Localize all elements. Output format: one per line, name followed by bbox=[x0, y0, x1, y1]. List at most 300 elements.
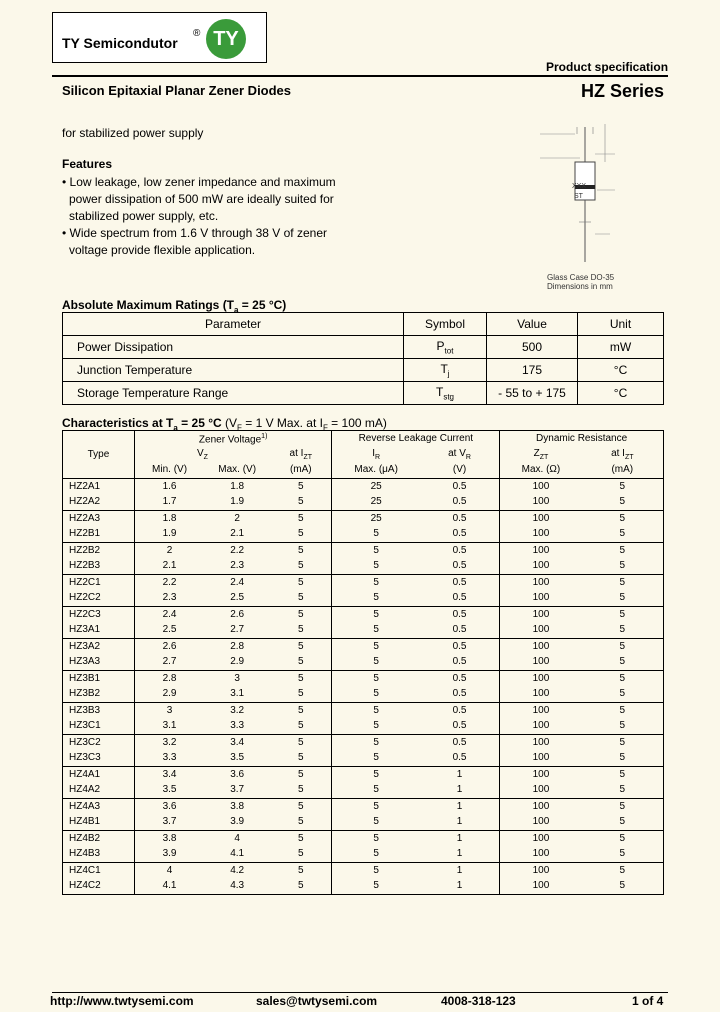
value-cell: 5 bbox=[270, 622, 332, 638]
value-cell: 100 bbox=[500, 558, 582, 574]
value-cell: 5 bbox=[582, 510, 664, 526]
amr-col-header: Parameter bbox=[63, 313, 404, 336]
value-cell: 5 bbox=[270, 654, 332, 670]
type-cell: HZ4B2 bbox=[63, 830, 135, 846]
amr-unit: °C bbox=[578, 382, 664, 405]
value-cell: 5 bbox=[270, 846, 332, 862]
sym-zzt: $Z_{ZT}$ bbox=[533, 447, 549, 461]
feature-line: • Wide spectrum from 1.6 V through 38 V of zener bbox=[62, 226, 327, 240]
value-cell: 2.2 bbox=[162, 576, 177, 588]
table-row bbox=[63, 654, 664, 670]
sym-at-izt2: at $I_{ZT}$ bbox=[582, 447, 664, 463]
type-cell: HZ3A1 bbox=[63, 622, 135, 638]
type-cell: HZ4B1 bbox=[63, 814, 135, 830]
brand-logo-icon: TY bbox=[206, 19, 246, 59]
value-cell: 3.9 bbox=[134, 846, 204, 862]
value-cell: 3 bbox=[166, 704, 173, 716]
value-cell: 5 bbox=[373, 576, 379, 588]
table-row bbox=[63, 750, 664, 766]
amr-symbol: $T_j$ bbox=[404, 359, 487, 382]
value-cell: 100 bbox=[532, 768, 550, 780]
value-cell: 5 bbox=[582, 830, 664, 846]
amr-symbol: $T_{stg}$ bbox=[404, 382, 487, 405]
value-cell: 3.7 bbox=[134, 814, 204, 830]
value-cell: 1.9 bbox=[204, 494, 270, 510]
value-cell: 5 bbox=[582, 622, 664, 638]
table-row bbox=[63, 766, 664, 782]
type-cell: HZ3A3 bbox=[63, 654, 135, 670]
value-cell: 5 bbox=[332, 846, 420, 862]
amr-header-row bbox=[63, 313, 664, 336]
value-cell: 5 bbox=[373, 768, 379, 780]
value-cell: 5 bbox=[270, 574, 332, 590]
value-cell: 25 bbox=[370, 512, 382, 524]
value-cell: 5 bbox=[270, 606, 332, 622]
value-cell: 0.5 bbox=[420, 670, 500, 686]
value-cell: 25 bbox=[332, 494, 420, 510]
table-row bbox=[63, 670, 664, 686]
value-cell: 3.4 bbox=[230, 736, 245, 748]
value-cell: 0.5 bbox=[420, 494, 500, 510]
value-cell: 100 bbox=[500, 494, 582, 510]
table-row bbox=[63, 638, 664, 654]
value-cell: 2.3 bbox=[204, 558, 270, 574]
value-cell: 3.7 bbox=[204, 782, 270, 798]
feature-line: power dissipation of 500 mW are ideally suited for bbox=[69, 192, 334, 206]
value-cell: 2.5 bbox=[204, 590, 270, 606]
sym-ir: $I_R$ bbox=[372, 447, 381, 461]
char-body bbox=[63, 478, 664, 894]
marking-code: XXX bbox=[572, 183, 587, 190]
value-cell: 2.1 bbox=[134, 558, 204, 574]
value-cell: 2.9 bbox=[204, 654, 270, 670]
type-cell: HZ4A3 bbox=[63, 798, 135, 814]
table-row bbox=[63, 510, 664, 526]
value-cell: 0.5 bbox=[420, 702, 500, 718]
value-cell: 5 bbox=[270, 526, 332, 542]
value-cell: 5 bbox=[373, 608, 379, 620]
footer-page: 1 of 4 bbox=[632, 994, 664, 1008]
value-cell: 2.8 bbox=[230, 640, 245, 652]
value-cell: 1.9 bbox=[134, 526, 204, 542]
char-table bbox=[62, 430, 664, 895]
value-cell: 4 bbox=[166, 864, 173, 876]
value-cell: 0.5 bbox=[420, 558, 500, 574]
value-cell: 5 bbox=[270, 702, 332, 718]
value-cell: 5 bbox=[332, 750, 420, 766]
value-cell: 5 bbox=[582, 590, 664, 606]
value-cell: 5 bbox=[270, 638, 332, 654]
value-cell: 0.5 bbox=[420, 622, 500, 638]
value-cell: 5 bbox=[373, 800, 379, 812]
sym-at-izt: at $I_{ZT}$ bbox=[270, 447, 332, 463]
series-title: HZ Series bbox=[581, 81, 665, 101]
value-cell: 5 bbox=[373, 736, 379, 748]
type-cell: HZ3A2 bbox=[63, 638, 135, 654]
value-cell: 5 bbox=[582, 862, 664, 878]
sym-at-vr: at $V_R$ bbox=[420, 447, 500, 463]
value-cell: 5 bbox=[332, 878, 420, 894]
value-cell: 0.5 bbox=[420, 654, 500, 670]
value-cell: 3.5 bbox=[134, 782, 204, 798]
value-cell: 2.7 bbox=[204, 622, 270, 638]
value-cell: 5 bbox=[270, 750, 332, 766]
value-cell: 5 bbox=[332, 814, 420, 830]
value-cell: 5 bbox=[582, 814, 664, 830]
value-cell: 1 bbox=[420, 782, 500, 798]
value-cell: 5 bbox=[582, 574, 664, 590]
value-cell: 5 bbox=[270, 542, 332, 558]
value-cell: 5 bbox=[270, 798, 332, 814]
table-row bbox=[63, 686, 664, 702]
value-cell: 5 bbox=[270, 510, 332, 526]
value-cell: 0.5 bbox=[420, 606, 500, 622]
value-cell: 100 bbox=[500, 622, 582, 638]
value-cell: 0.5 bbox=[420, 686, 500, 702]
amr-symbol: $P_{tot}$ bbox=[404, 336, 487, 359]
value-cell: 100 bbox=[500, 590, 582, 606]
value-cell: 100 bbox=[500, 526, 582, 542]
value-cell: 2.9 bbox=[134, 686, 204, 702]
value-cell: 5 bbox=[582, 878, 664, 894]
amr-row bbox=[63, 336, 664, 359]
amr-param: Junction Temperature bbox=[63, 359, 404, 382]
value-cell: 5 bbox=[582, 718, 664, 734]
amr-value: - 55 to + 175 bbox=[487, 382, 578, 405]
value-cell: 1 bbox=[420, 862, 500, 878]
table-row bbox=[63, 526, 664, 542]
amr-param: Power Dissipation bbox=[63, 336, 404, 359]
type-cell: HZ3C3 bbox=[63, 750, 135, 766]
amr-value: 175 bbox=[487, 359, 578, 382]
value-cell: 5 bbox=[582, 846, 664, 862]
table-row bbox=[63, 798, 664, 814]
value-cell: 100 bbox=[532, 704, 550, 716]
type-cell: HZ2B2 bbox=[63, 542, 135, 558]
amr-row bbox=[63, 382, 664, 405]
table-row bbox=[63, 734, 664, 750]
value-cell: 5 bbox=[270, 686, 332, 702]
value-cell: 2.1 bbox=[204, 526, 270, 542]
unit-ma: (mA) bbox=[270, 462, 332, 478]
value-cell: 100 bbox=[532, 800, 550, 812]
value-cell: 5 bbox=[582, 654, 664, 670]
col-dynamic-resistance: Dynamic Resistance bbox=[500, 431, 664, 447]
value-cell: 3.3 bbox=[134, 750, 204, 766]
value-cell: 1 bbox=[420, 814, 500, 830]
value-cell: 2 bbox=[234, 512, 240, 524]
value-cell: 3.8 bbox=[162, 832, 177, 844]
col-zener-voltage: Zener Voltage$^{1)}$ bbox=[134, 431, 332, 447]
value-cell: 5 bbox=[373, 544, 379, 556]
value-cell: 1 bbox=[420, 766, 500, 782]
value-cell: 2.3 bbox=[134, 590, 204, 606]
value-cell: 4.1 bbox=[204, 846, 270, 862]
value-cell: 100 bbox=[532, 512, 550, 524]
col-leakage: Reverse Leakage Current bbox=[332, 431, 500, 447]
type-cell: HZ3C1 bbox=[63, 718, 135, 734]
amr-table bbox=[62, 312, 664, 405]
value-cell: 5 bbox=[582, 494, 664, 510]
table-row bbox=[63, 878, 664, 894]
value-cell: 5 bbox=[332, 782, 420, 798]
value-cell: 5 bbox=[582, 750, 664, 766]
value-cell: 5 bbox=[582, 702, 664, 718]
value-cell: 0.5 bbox=[420, 638, 500, 654]
value-cell: 5 bbox=[373, 640, 379, 652]
feature-line: stabilized power supply, etc. bbox=[69, 209, 219, 223]
value-cell: 3.2 bbox=[162, 736, 177, 748]
table-row bbox=[63, 542, 664, 558]
value-cell: 5 bbox=[270, 830, 332, 846]
value-cell: 5 bbox=[582, 558, 664, 574]
type-cell: HZ4A1 bbox=[63, 766, 135, 782]
value-cell: 0.5 bbox=[420, 718, 500, 734]
type-cell: HZ2B3 bbox=[63, 558, 135, 574]
package-dims: Dimensions in mm bbox=[547, 282, 613, 291]
table-row bbox=[63, 718, 664, 734]
unit-min: Min. (V) bbox=[134, 462, 204, 478]
value-cell: 3.3 bbox=[204, 718, 270, 734]
value-cell: 3.8 bbox=[230, 800, 245, 812]
value-cell: 4.3 bbox=[204, 878, 270, 894]
value-cell: 100 bbox=[500, 686, 582, 702]
type-cell: HZ3B3 bbox=[63, 702, 135, 718]
value-cell: 100 bbox=[532, 480, 550, 492]
value-cell: 1.6 bbox=[162, 480, 177, 492]
value-cell: 3.6 bbox=[230, 768, 245, 780]
footer-email[interactable]: sales@twtysemi.com bbox=[256, 994, 378, 1008]
amr-col-header: Value bbox=[487, 313, 578, 336]
amr-title: Absolute Maximum Ratings ($T_a = 25$ °C) bbox=[62, 298, 287, 315]
table-row bbox=[63, 558, 664, 574]
value-cell: 0.5 bbox=[420, 542, 500, 558]
value-cell: 2.5 bbox=[134, 622, 204, 638]
application-text: for stabilized power supply bbox=[62, 126, 204, 140]
value-cell: 5 bbox=[332, 526, 420, 542]
type-cell: HZ2B1 bbox=[63, 526, 135, 542]
value-cell: 1.7 bbox=[134, 494, 204, 510]
spec-label: Product specification bbox=[546, 60, 669, 74]
value-cell: 0.5 bbox=[420, 526, 500, 542]
type-cell: HZ2A2 bbox=[63, 494, 135, 510]
features-heading: Features bbox=[62, 157, 113, 171]
value-cell: 0.5 bbox=[420, 734, 500, 750]
table-row bbox=[63, 494, 664, 510]
value-cell: 5 bbox=[332, 654, 420, 670]
registered-mark: ® bbox=[193, 28, 201, 39]
value-cell: 100 bbox=[500, 878, 582, 894]
value-cell: 100 bbox=[532, 608, 550, 620]
value-cell: 1 bbox=[420, 830, 500, 846]
value-cell: 100 bbox=[532, 544, 550, 556]
value-cell: 2.4 bbox=[162, 608, 177, 620]
amr-value: 500 bbox=[487, 336, 578, 359]
value-cell: 3.1 bbox=[134, 718, 204, 734]
value-cell: 100 bbox=[532, 672, 550, 684]
type-cell: HZ3B1 bbox=[63, 670, 135, 686]
table-row bbox=[63, 574, 664, 590]
type-cell: HZ2C3 bbox=[63, 606, 135, 622]
value-cell: 100 bbox=[500, 846, 582, 862]
table-row bbox=[63, 606, 664, 622]
value-cell: 5 bbox=[582, 766, 664, 782]
value-cell: 5 bbox=[270, 478, 332, 494]
unit-max-ua: Max. (μA) bbox=[332, 462, 420, 478]
value-cell: 5 bbox=[270, 862, 332, 878]
value-cell: 1 bbox=[420, 878, 500, 894]
value-cell: 5 bbox=[373, 864, 379, 876]
value-cell: 4.2 bbox=[230, 864, 245, 876]
value-cell: 100 bbox=[532, 736, 550, 748]
value-cell: 4.1 bbox=[134, 878, 204, 894]
value-cell: 5 bbox=[332, 622, 420, 638]
value-cell: 5 bbox=[582, 734, 664, 750]
footer-phone: 4008-318-123 bbox=[441, 994, 516, 1008]
amr-param: Storage Temperature Range bbox=[63, 382, 404, 405]
value-cell: 2.8 bbox=[162, 672, 177, 684]
value-cell: 3 bbox=[234, 672, 240, 684]
table-row bbox=[63, 830, 664, 846]
value-cell: 5 bbox=[332, 686, 420, 702]
type-cell: HZ4C2 bbox=[63, 878, 135, 894]
value-cell: 5 bbox=[582, 782, 664, 798]
value-cell: 5 bbox=[582, 542, 664, 558]
type-cell: HZ4A2 bbox=[63, 782, 135, 798]
amr-row bbox=[63, 359, 664, 382]
value-cell: 1 bbox=[420, 846, 500, 862]
value-cell: 2.4 bbox=[230, 576, 245, 588]
value-cell: 100 bbox=[532, 576, 550, 588]
value-cell: 1 bbox=[420, 798, 500, 814]
value-cell: 0.5 bbox=[420, 510, 500, 526]
amr-unit: mW bbox=[578, 336, 664, 359]
value-cell: 2.6 bbox=[162, 640, 177, 652]
package-case: Glass Case DO-35 bbox=[547, 273, 615, 282]
type-cell: HZ4C1 bbox=[63, 862, 135, 878]
value-cell: 5 bbox=[270, 718, 332, 734]
col-type: Type bbox=[63, 431, 135, 479]
feature-line: voltage provide flexible application. bbox=[69, 243, 256, 257]
value-cell: 0.5 bbox=[420, 590, 500, 606]
value-cell: 3.6 bbox=[162, 800, 177, 812]
type-cell: HZ2C2 bbox=[63, 590, 135, 606]
unit-max-ohm: Max. (Ω) bbox=[500, 462, 582, 478]
value-cell: 100 bbox=[532, 864, 550, 876]
value-cell: 5 bbox=[270, 814, 332, 830]
marking-brand: ST bbox=[574, 193, 583, 200]
amr-col-header: Unit bbox=[578, 313, 664, 336]
value-cell: 5 bbox=[270, 558, 332, 574]
value-cell: 3.2 bbox=[230, 704, 245, 716]
value-cell: 100 bbox=[500, 814, 582, 830]
value-cell: 3.9 bbox=[204, 814, 270, 830]
value-cell: 5 bbox=[270, 766, 332, 782]
value-cell: 2.2 bbox=[230, 544, 245, 556]
unit-max: Max. (V) bbox=[204, 462, 270, 478]
value-cell: 5 bbox=[582, 478, 664, 494]
features-list bbox=[62, 174, 336, 259]
value-cell: 2.7 bbox=[134, 654, 204, 670]
value-cell: 5 bbox=[270, 782, 332, 798]
footer-rule bbox=[52, 992, 668, 993]
value-cell: 5 bbox=[582, 798, 664, 814]
table-row bbox=[63, 782, 664, 798]
unit-v: (V) bbox=[420, 462, 500, 478]
value-cell: 100 bbox=[500, 750, 582, 766]
char-title: Characteristics at $T_a = 25$ °C ($V_F = 1$ V Max. at $I_F = 100$ mA) bbox=[62, 416, 387, 433]
type-cell: HZ2C1 bbox=[63, 574, 135, 590]
value-cell: 0.5 bbox=[420, 478, 500, 494]
table-row bbox=[63, 478, 664, 494]
unit-ma2: (mA) bbox=[582, 462, 664, 478]
table-row bbox=[63, 622, 664, 638]
table-row bbox=[63, 590, 664, 606]
value-cell: 5 bbox=[270, 670, 332, 686]
value-cell: 5 bbox=[270, 590, 332, 606]
value-cell: 2.6 bbox=[230, 608, 245, 620]
value-cell: 5 bbox=[373, 704, 379, 716]
value-cell: 1.8 bbox=[162, 512, 177, 524]
table-row bbox=[63, 702, 664, 718]
value-cell: 5 bbox=[582, 670, 664, 686]
package-diagram bbox=[535, 122, 655, 272]
footer-url[interactable]: http://www.twtysemi.com bbox=[50, 994, 194, 1008]
table-row bbox=[63, 862, 664, 878]
value-cell: 100 bbox=[500, 718, 582, 734]
value-cell: 25 bbox=[370, 480, 382, 492]
value-cell: 5 bbox=[332, 590, 420, 606]
sym-vz: $V_Z$ bbox=[197, 447, 208, 461]
value-cell: 3.1 bbox=[204, 686, 270, 702]
value-cell: 5 bbox=[582, 638, 664, 654]
table-row bbox=[63, 814, 664, 830]
value-cell: 5 bbox=[582, 606, 664, 622]
value-cell: 100 bbox=[532, 832, 550, 844]
value-cell: 100 bbox=[500, 654, 582, 670]
header-rule bbox=[52, 75, 668, 77]
value-cell: 5 bbox=[270, 494, 332, 510]
type-cell: HZ2A3 bbox=[63, 510, 135, 526]
value-cell: 4 bbox=[234, 832, 240, 844]
value-cell: 0.5 bbox=[420, 750, 500, 766]
value-cell: 5 bbox=[582, 686, 664, 702]
type-cell: HZ4B3 bbox=[63, 846, 135, 862]
type-cell: HZ3B2 bbox=[63, 686, 135, 702]
value-cell: 5 bbox=[270, 878, 332, 894]
value-cell: 100 bbox=[500, 782, 582, 798]
value-cell: 5 bbox=[373, 672, 379, 684]
value-cell: 5 bbox=[270, 734, 332, 750]
value-cell: 5 bbox=[332, 558, 420, 574]
value-cell: 5 bbox=[582, 526, 664, 542]
amr-col-header: Symbol bbox=[404, 313, 487, 336]
table-row bbox=[63, 846, 664, 862]
value-cell: 3.5 bbox=[204, 750, 270, 766]
value-cell: 5 bbox=[373, 832, 379, 844]
brand-name: TY Semicondutor bbox=[62, 35, 178, 51]
value-cell: 1.8 bbox=[230, 480, 245, 492]
value-cell: 3.4 bbox=[162, 768, 177, 780]
feature-line: • Low leakage, low zener impedance and maximum bbox=[62, 175, 336, 189]
amr-unit: °C bbox=[578, 359, 664, 382]
value-cell: 2 bbox=[166, 544, 173, 556]
product-title: Silicon Epitaxial Planar Zener Diodes bbox=[62, 83, 292, 98]
value-cell: 100 bbox=[532, 640, 550, 652]
type-cell: HZ3C2 bbox=[63, 734, 135, 750]
value-cell: 0.5 bbox=[420, 574, 500, 590]
value-cell: 5 bbox=[332, 718, 420, 734]
